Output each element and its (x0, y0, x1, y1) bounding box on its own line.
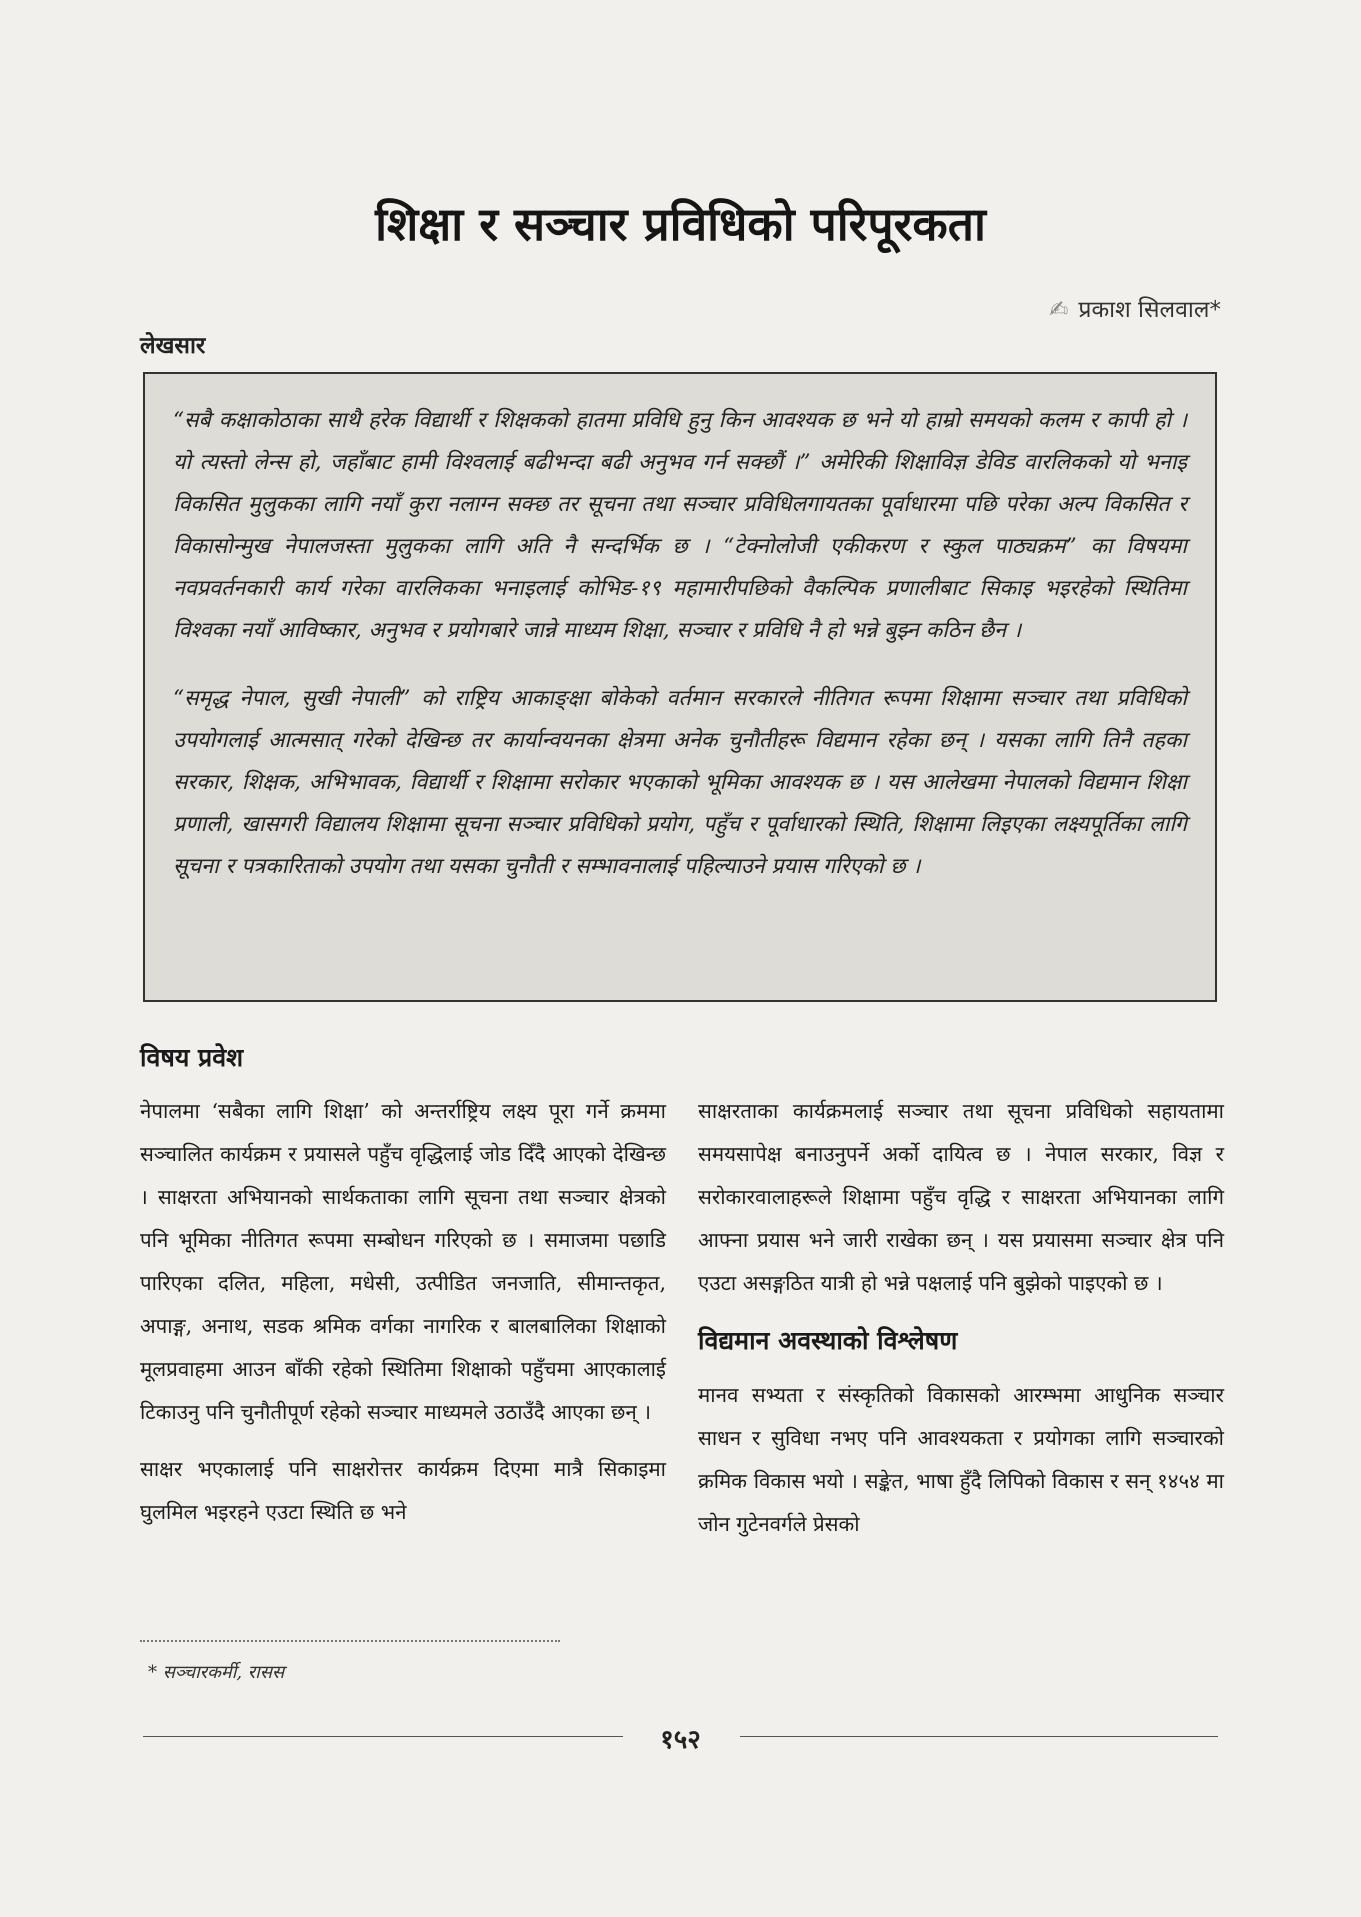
page-number: १५२ (660, 1725, 701, 1755)
abstract-paragraph: “सबै कक्षाकोठाका साथै हरेक विद्यार्थी र शिक्षकको हातमा प्रविधि हुनु किन आवश्यक छ भने यो हाम्रो समयको कलम र कापी हो । यो त्यस्तो लेन्स हो, जहाँबाट हामी विश्वलाई बढीभन्दा बढी अनुभव गर्न सक्छौं ।” अमेरिकी शिक्षाविज्ञ डेविड वारलिकको यो भनाइ विकसित मुलुकका लागि नयाँ कुरा नलाग्न सक्छ तर सूचना तथा सञ्चार प्रविधिलगायतका पूर्वाधारमा पछि परेका अल्प विकसित र विकासोन्मुख नेपालजस्ता मुलुकका लागि अति नै सन्दर्भिक छ । “टेक्नोलोजी एकीकरण र स्कुल पाठ्यक्रम” का विषयमा नवप्रवर्तनकारी कार्य गरेका वारलिकका भनाइलाई कोभिड-१९ महामारीपछिको वैकल्पिक प्रणालीबाट सिकाइ भइरहेको स्थितिमा विश्वका नयाँ आविष्कार, अनुभव र प्रयोगबारे जान्ने माध्यम शिक्षा, सञ्चार र प्रविधि नै हो भन्ने बुझ्न कठिन छैन । (173, 408, 1187, 643)
author-byline (1049, 292, 1221, 324)
footnote: * सञ्चारकर्मी, रासस (148, 1662, 285, 1683)
footer-rule-right (740, 1736, 1218, 1737)
body-column-right (698, 1090, 1224, 1560)
body-paragraph: साक्षर भएकालाई पनि साक्षरोत्तर कार्यक्रम दिएमा मात्रै सिकाइमा घुलमिल भइरहने एउटा स्थिति छ भने (140, 1457, 666, 1524)
pen-icon: ✍ (1049, 297, 1069, 323)
body-paragraph: नेपालमा ‘सबैका लागि शिक्षा’ को अन्तर्राष्ट्रिय लक्ष्य पूरा गर्ने क्रममा सञ्चालित कार्यक्रम र प्रयासले पहुँच वृद्धिलाई जोड दिँदै आएको देखिन्छ । साक्षरता अभियानको सार्थकताका लागि सूचना तथा सञ्चार क्षेत्रको पनि भूमिका नीतिगत रूपमा सम्बोधन गरिएको छ । समाजमा पछाडि पारिएका दलित, महिला, मधेसी, उत्पीडित जनजाति, सीमान्तकृत, अपाङ्ग, अनाथ, सडक श्रमिक वर्गका नागरिक र बालबालिका शिक्षाको मूलप्रवाहमा आउन बाँकी रहेको स्थितिमा शिक्षाको पहुँचमा आएकालाई टिकाउनु पनि चुनौतीपूर्ण रहेको सञ्चार माध्यमले उठाउँदै आएका छन् । (140, 1099, 666, 1424)
abstract-label: लेखसार (140, 333, 206, 359)
article-title: शिक्षा र सञ्चार प्रविधिको परिपूरकता (375, 197, 986, 251)
author-name: प्रकाश सिलवाल* (1078, 297, 1221, 323)
body-column-left (140, 1090, 666, 1548)
section-heading-intro: विषय प्रवेश (140, 1043, 244, 1072)
body-paragraph: साक्षरताका कार्यक्रमलाई सञ्चार तथा सूचना प्रविधिको सहायतामा समयसापेक्ष बनाउनुपर्ने अर्को दायित्व छ । नेपाल सरकार, विज्ञ र सरोकारवालाहरूले शिक्षामा पहुँच वृद्धि र साक्षरता अभियानका लागि आफ्ना प्रयास भने जारी राखेका छन् । यस प्रयासमा सञ्चार क्षेत्र पनि एउटा असङ्गठित यात्री हो भन्ने पक्षलाई पनि बुझेको पाइएको छ । (698, 1099, 1224, 1295)
body-paragraph: मानव सभ्यता र संस्कृतिको विकासको आरम्भमा आधुनिक सञ्चार साधन र सुविधा नभए पनि आवश्यकता र प्रयोगका लागि सञ्चारको क्रमिक विकास भयो । सङ्केत, भाषा हुँदै लिपिको विकास र सन् १४५४ मा जोन गुटेनवर्गले प्रेसको (698, 1383, 1224, 1536)
abstract-box (143, 372, 1217, 1002)
section-heading-analysis: विद्यमान अवस्थाको विश्लेषण (698, 1326, 958, 1355)
abstract-paragraph: “समृद्ध नेपाल, सुखी नेपाली” को राष्ट्रिय आकाङ्क्षा बोकेको वर्तमान सरकारले नीतिगत रूपमा शिक्षामा सञ्चार तथा प्रविधिको उपयोगलाई आत्मसात् गरेको देखिन्छ तर कार्यान्वयनका क्षेत्रमा अनेक चुनौतीहरू विद्यमान रहेका छन् । यसका लागि तिनै तहका सरकार, शिक्षक, अभिभावक, विद्यार्थी र शिक्षामा सरोकार भएकाको भूमिका आवश्यक छ । यस आलेखमा नेपालको विद्यमान शिक्षा प्रणाली, खासगरी विद्यालय शिक्षामा सूचना सञ्चार प्रविधिको प्रयोग, पहुँच र पूर्वाधारको स्थिति, शिक्षामा लिइएका लक्ष्यपूर्तिका लागि सूचना र पत्रकारिताको उपयोग तथा यसका चुनौती र सम्भावनालाई पहिल्याउने प्रयास गरिएको छ । (173, 686, 1187, 879)
footnote-divider (140, 1640, 560, 1642)
